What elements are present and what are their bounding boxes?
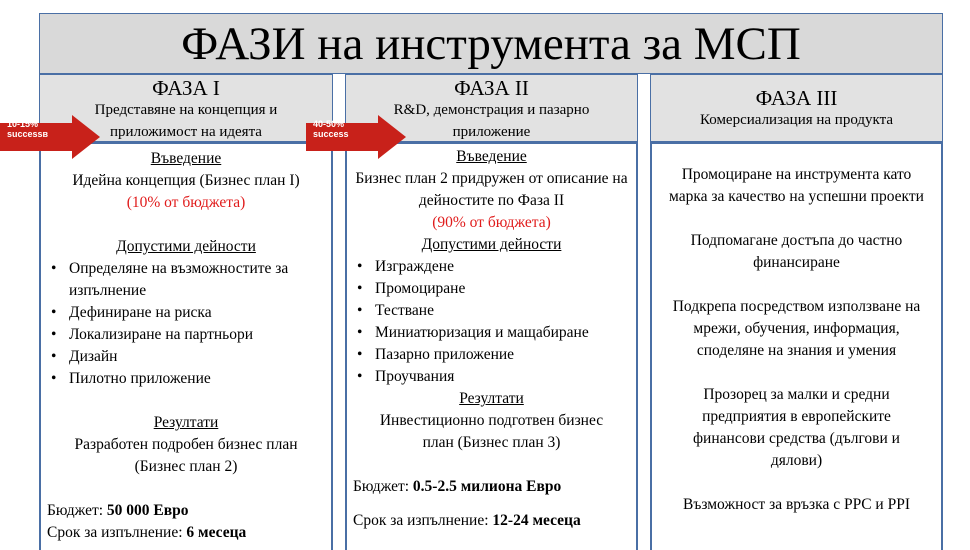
phase3-body — [650, 142, 943, 550]
phase1-term-value: 6 месеца — [186, 524, 247, 541]
phase1-activities-heading: Допустими дейности — [116, 238, 256, 255]
phase3-title: ФАЗА III — [755, 86, 838, 110]
phase1-term — [47, 522, 325, 544]
phase2-body — [345, 142, 638, 550]
phase2-arrow-line2: success — [313, 129, 349, 139]
list-item: • Пазарно приложение — [353, 344, 630, 366]
page-title: ФАЗИ на инструмента за МСП — [39, 13, 943, 74]
list-item: • Изграждене — [353, 256, 630, 278]
list-item: • Определяне на възможностите за изпълнение — [47, 258, 325, 302]
list-item: • Дефиниране на риска — [47, 302, 325, 324]
phase1-subtitle: Представяне на концепция и приложимост на идеята — [94, 102, 278, 140]
phase2-budget — [353, 476, 630, 498]
phase1-intro-heading: Въведение — [150, 150, 222, 167]
phase2-intro-text: Бизнес план 2 придружен от описание на дейностите по Фаза II — [355, 170, 628, 209]
phase2-term-value: 12-24 месеца — [492, 512, 581, 529]
phase1-term-label: Срок за изпълнение: — [47, 524, 187, 541]
phase2-activities-heading: Допустими дейности — [421, 236, 562, 253]
phase1-arrow-line1: 10-15% — [7, 119, 39, 129]
phase1-intro-text: Идейна концепция (Бизнес план I) — [72, 172, 300, 189]
phase1-body — [39, 142, 333, 550]
phase2-subtitle: R&D, демонстрация и пазарно приложение — [393, 102, 590, 140]
phase1-budget — [47, 500, 325, 522]
phase3-subtitle: Комерсиализация на продукта — [699, 112, 894, 128]
phase2-results-text: Инвестиционно подготвен бизнес план (Бизнес план 3) — [379, 412, 604, 451]
list-item: • Дизайн — [47, 346, 325, 368]
phase2-arrow-line1: 40-50% — [313, 119, 345, 129]
phase3-item: Подпомагане достъпа до частно финансиране — [690, 232, 903, 271]
phase2-success-arrow — [306, 115, 406, 159]
phase1-results-heading: Резултати — [153, 414, 219, 431]
phase1-arrow-label — [7, 119, 48, 139]
phase1-budget-value: 50 000 Евро — [106, 502, 189, 519]
phase3-header — [650, 74, 943, 142]
list-item: • Проучвания — [353, 366, 630, 388]
phase2-budget-label: Бюджет: — [353, 478, 413, 495]
phase2-results-heading: Резултати — [459, 390, 524, 407]
phase2-term — [353, 510, 630, 532]
phase2-activities-list — [353, 256, 630, 388]
list-item: • Миниатюризация и мащабиране — [353, 322, 630, 344]
phase2-budget-value: 0.5-2.5 милиона Евро — [412, 478, 562, 495]
phase2-term-label: Срок за изпълнение: — [353, 512, 493, 529]
phase2-budget-share: (90% от бюджета) — [432, 214, 551, 231]
list-item: • Пилотно приложение — [47, 368, 325, 390]
phase1-results-text: Разработен подробен бизнес план (Бизнес план 2) — [74, 436, 298, 475]
phase1-budget-share: (10% от бюджета) — [126, 194, 246, 211]
phase2-title: ФАЗА II — [454, 76, 529, 100]
phase3-item: Подкрепа посредством използване на мрежи, обучения, информация, споделяне на знания и умения — [672, 298, 921, 359]
phase3-item: Прозорец за малки и средни предприятия в европейските финансови средства (дългови и дялови) — [693, 386, 900, 469]
list-item: • Локализиране на партньори — [47, 324, 325, 346]
phase1-success-arrow — [0, 115, 100, 159]
phase1-budget-label: Бюджет: — [47, 502, 107, 519]
phase3-item: Възможност за връзка с PPC и PPI — [682, 496, 910, 513]
phase1-arrow-line2: successв — [7, 129, 49, 139]
phase3-item: Промоциране на инструмента като марка за качество на успешни проекти — [669, 166, 924, 205]
list-item: • Тестване — [353, 300, 630, 322]
phase1-title: ФАЗА I — [152, 76, 220, 100]
phase2-intro-heading: Въведение — [456, 148, 527, 165]
phase1-activities-list — [47, 258, 325, 390]
phase2-arrow-label — [313, 119, 349, 139]
list-item: • Промоциране — [353, 278, 630, 300]
